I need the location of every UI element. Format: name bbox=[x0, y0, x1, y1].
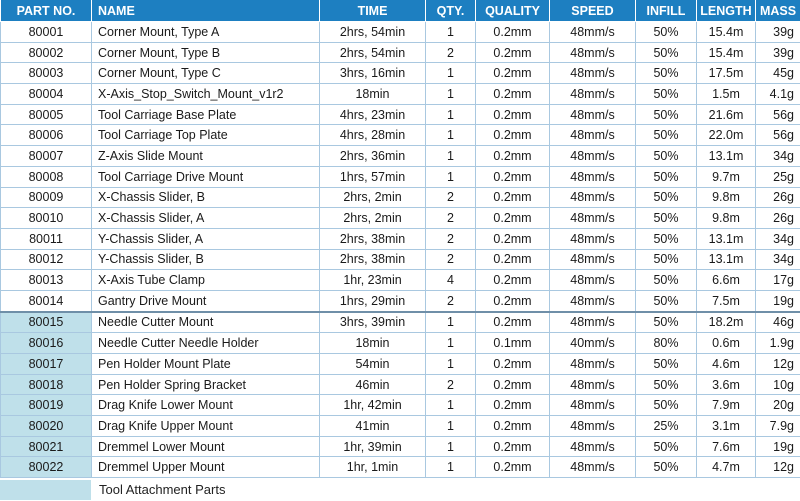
cell-part-no: 80017 bbox=[1, 354, 92, 375]
cell-part-no: 80001 bbox=[1, 22, 92, 43]
cell-length: 3.6m bbox=[697, 374, 756, 395]
cell-speed: 48mm/s bbox=[550, 166, 636, 187]
table-row bbox=[1, 354, 800, 375]
cell-speed: 48mm/s bbox=[550, 374, 636, 395]
cell-mass: 26g bbox=[756, 208, 800, 229]
cell-quality: 0.2mm bbox=[476, 63, 550, 84]
cell-name: Y-Chassis Slider, B bbox=[92, 249, 320, 270]
cell-speed: 48mm/s bbox=[550, 104, 636, 125]
cell-time: 4hrs, 28min bbox=[320, 125, 426, 146]
cell-time: 2hrs, 54min bbox=[320, 22, 426, 43]
cell-qty: 1 bbox=[426, 457, 476, 478]
cell-time: 2hrs, 36min bbox=[320, 146, 426, 167]
table-row bbox=[1, 436, 800, 457]
cell-infill: 50% bbox=[636, 457, 697, 478]
cell-part-no: 80003 bbox=[1, 63, 92, 84]
cell-time: 2hrs, 2min bbox=[320, 208, 426, 229]
cell-name: Corner Mount, Type B bbox=[92, 42, 320, 63]
cell-infill: 50% bbox=[636, 125, 697, 146]
table-body bbox=[1, 22, 800, 478]
table-row bbox=[1, 84, 800, 105]
cell-quality: 0.2mm bbox=[476, 187, 550, 208]
cell-mass: 56g bbox=[756, 125, 800, 146]
cell-infill: 50% bbox=[636, 374, 697, 395]
cell-infill: 50% bbox=[636, 22, 697, 43]
cell-length: 21.6m bbox=[697, 104, 756, 125]
cell-speed: 48mm/s bbox=[550, 125, 636, 146]
cell-qty: 1 bbox=[426, 354, 476, 375]
header-name: NAME bbox=[92, 0, 320, 22]
cell-speed: 48mm/s bbox=[550, 22, 636, 43]
legend-label: Tool Attachment Parts bbox=[99, 482, 226, 497]
cell-time: 4hrs, 23min bbox=[320, 104, 426, 125]
cell-mass: 34g bbox=[756, 249, 800, 270]
cell-part-no: 80020 bbox=[1, 416, 92, 437]
cell-name: Tool Carriage Top Plate bbox=[92, 125, 320, 146]
cell-name: Tool Carriage Drive Mount bbox=[92, 166, 320, 187]
header-quality: QUALITY bbox=[476, 0, 550, 22]
cell-name: Y-Chassis Slider, A bbox=[92, 228, 320, 249]
cell-mass: 20g bbox=[756, 395, 800, 416]
cell-part-no: 80008 bbox=[1, 166, 92, 187]
cell-speed: 48mm/s bbox=[550, 270, 636, 291]
table-row bbox=[1, 187, 800, 208]
cell-name: Drag Knife Lower Mount bbox=[92, 395, 320, 416]
cell-quality: 0.2mm bbox=[476, 290, 550, 311]
cell-part-no: 80006 bbox=[1, 125, 92, 146]
cell-mass: 12g bbox=[756, 354, 800, 375]
cell-mass: 19g bbox=[756, 290, 800, 311]
cell-mass: 1.9g bbox=[756, 333, 800, 354]
cell-mass: 34g bbox=[756, 228, 800, 249]
cell-name: Dremmel Lower Mount bbox=[92, 436, 320, 457]
cell-length: 6.6m bbox=[697, 270, 756, 291]
cell-infill: 50% bbox=[636, 166, 697, 187]
cell-part-no: 80002 bbox=[1, 42, 92, 63]
cell-part-no: 80013 bbox=[1, 270, 92, 291]
cell-time: 1hr, 39min bbox=[320, 436, 426, 457]
legend-swatch bbox=[0, 480, 91, 500]
cell-length: 15.4m bbox=[697, 22, 756, 43]
cell-infill: 50% bbox=[636, 249, 697, 270]
cell-part-no: 80018 bbox=[1, 374, 92, 395]
cell-length: 13.1m bbox=[697, 146, 756, 167]
cell-length: 0.6m bbox=[697, 333, 756, 354]
cell-name: X-Chassis Slider, A bbox=[92, 208, 320, 229]
cell-length: 13.1m bbox=[697, 228, 756, 249]
cell-qty: 1 bbox=[426, 166, 476, 187]
cell-quality: 0.2mm bbox=[476, 228, 550, 249]
cell-qty: 4 bbox=[426, 270, 476, 291]
cell-speed: 48mm/s bbox=[550, 290, 636, 311]
cell-quality: 0.2mm bbox=[476, 125, 550, 146]
table-row bbox=[1, 333, 800, 354]
cell-length: 9.8m bbox=[697, 208, 756, 229]
cell-time: 2hrs, 54min bbox=[320, 42, 426, 63]
cell-mass: 46g bbox=[756, 312, 800, 333]
cell-infill: 80% bbox=[636, 333, 697, 354]
cell-quality: 0.2mm bbox=[476, 104, 550, 125]
cell-quality: 0.2mm bbox=[476, 166, 550, 187]
cell-qty: 2 bbox=[426, 42, 476, 63]
cell-mass: 25g bbox=[756, 166, 800, 187]
cell-speed: 48mm/s bbox=[550, 187, 636, 208]
cell-length: 7.6m bbox=[697, 436, 756, 457]
cell-time: 1hr, 42min bbox=[320, 395, 426, 416]
cell-name: Pen Holder Mount Plate bbox=[92, 354, 320, 375]
cell-quality: 0.2mm bbox=[476, 22, 550, 43]
cell-mass: 34g bbox=[756, 146, 800, 167]
legend bbox=[0, 477, 800, 501]
cell-infill: 50% bbox=[636, 312, 697, 333]
cell-quality: 0.2mm bbox=[476, 249, 550, 270]
cell-qty: 1 bbox=[426, 104, 476, 125]
cell-quality: 0.2mm bbox=[476, 208, 550, 229]
cell-qty: 2 bbox=[426, 208, 476, 229]
cell-part-no: 80015 bbox=[1, 312, 92, 333]
table-row bbox=[1, 290, 800, 311]
cell-name: Pen Holder Spring Bracket bbox=[92, 374, 320, 395]
cell-mass: 26g bbox=[756, 187, 800, 208]
cell-qty: 2 bbox=[426, 249, 476, 270]
cell-quality: 0.2mm bbox=[476, 416, 550, 437]
header-qty: QTY. bbox=[426, 0, 476, 22]
cell-part-no: 80005 bbox=[1, 104, 92, 125]
cell-quality: 0.2mm bbox=[476, 374, 550, 395]
cell-infill: 50% bbox=[636, 84, 697, 105]
cell-qty: 1 bbox=[426, 84, 476, 105]
cell-time: 2hrs, 2min bbox=[320, 187, 426, 208]
header-time: TIME bbox=[320, 0, 426, 22]
cell-quality: 0.2mm bbox=[476, 312, 550, 333]
cell-mass: 39g bbox=[756, 42, 800, 63]
table-header-row bbox=[1, 0, 800, 22]
header-mass: MASS bbox=[756, 0, 800, 22]
cell-quality: 0.2mm bbox=[476, 146, 550, 167]
cell-speed: 48mm/s bbox=[550, 312, 636, 333]
cell-time: 2hrs, 38min bbox=[320, 249, 426, 270]
cell-time: 1hrs, 57min bbox=[320, 166, 426, 187]
cell-time: 18min bbox=[320, 84, 426, 105]
cell-mass: 39g bbox=[756, 22, 800, 43]
cell-mass: 45g bbox=[756, 63, 800, 84]
cell-qty: 2 bbox=[426, 187, 476, 208]
cell-qty: 2 bbox=[426, 228, 476, 249]
cell-name: X-Chassis Slider, B bbox=[92, 187, 320, 208]
cell-name: Corner Mount, Type A bbox=[92, 22, 320, 43]
cell-name: Drag Knife Upper Mount bbox=[92, 416, 320, 437]
cell-length: 18.2m bbox=[697, 312, 756, 333]
cell-speed: 48mm/s bbox=[550, 208, 636, 229]
cell-speed: 48mm/s bbox=[550, 42, 636, 63]
table-row bbox=[1, 395, 800, 416]
cell-part-no: 80011 bbox=[1, 228, 92, 249]
cell-quality: 0.1mm bbox=[476, 333, 550, 354]
cell-length: 7.5m bbox=[697, 290, 756, 311]
cell-qty: 1 bbox=[426, 333, 476, 354]
cell-part-no: 80004 bbox=[1, 84, 92, 105]
table-row bbox=[1, 104, 800, 125]
cell-infill: 50% bbox=[636, 436, 697, 457]
cell-infill: 50% bbox=[636, 354, 697, 375]
cell-part-no: 80009 bbox=[1, 187, 92, 208]
cell-infill: 25% bbox=[636, 416, 697, 437]
cell-length: 4.7m bbox=[697, 457, 756, 478]
cell-mass: 56g bbox=[756, 104, 800, 125]
cell-name: Dremmel Upper Mount bbox=[92, 457, 320, 478]
cell-infill: 50% bbox=[636, 290, 697, 311]
cell-qty: 1 bbox=[426, 63, 476, 84]
cell-speed: 48mm/s bbox=[550, 436, 636, 457]
cell-infill: 50% bbox=[636, 270, 697, 291]
cell-time: 46min bbox=[320, 374, 426, 395]
cell-length: 22.0m bbox=[697, 125, 756, 146]
cell-name: Corner Mount, Type C bbox=[92, 63, 320, 84]
cell-time: 54min bbox=[320, 354, 426, 375]
cell-speed: 48mm/s bbox=[550, 354, 636, 375]
table-row bbox=[1, 42, 800, 63]
cell-qty: 1 bbox=[426, 436, 476, 457]
cell-infill: 50% bbox=[636, 104, 697, 125]
cell-speed: 48mm/s bbox=[550, 146, 636, 167]
cell-time: 1hr, 1min bbox=[320, 457, 426, 478]
cell-speed: 48mm/s bbox=[550, 249, 636, 270]
cell-quality: 0.2mm bbox=[476, 395, 550, 416]
cell-length: 9.8m bbox=[697, 187, 756, 208]
cell-infill: 50% bbox=[636, 63, 697, 84]
table-row bbox=[1, 416, 800, 437]
cell-mass: 12g bbox=[756, 457, 800, 478]
cell-part-no: 80016 bbox=[1, 333, 92, 354]
cell-name: Gantry Drive Mount bbox=[92, 290, 320, 311]
cell-speed: 48mm/s bbox=[550, 416, 636, 437]
header-speed: SPEED bbox=[550, 0, 636, 22]
cell-length: 17.5m bbox=[697, 63, 756, 84]
table-row bbox=[1, 208, 800, 229]
cell-time: 3hrs, 39min bbox=[320, 312, 426, 333]
cell-length: 7.9m bbox=[697, 395, 756, 416]
cell-name: Needle Cutter Mount bbox=[92, 312, 320, 333]
cell-quality: 0.2mm bbox=[476, 84, 550, 105]
cell-qty: 1 bbox=[426, 22, 476, 43]
cell-part-no: 80010 bbox=[1, 208, 92, 229]
cell-time: 1hrs, 29min bbox=[320, 290, 426, 311]
cell-speed: 40mm/s bbox=[550, 333, 636, 354]
cell-part-no: 80014 bbox=[1, 290, 92, 311]
header-length: LENGTH bbox=[697, 0, 756, 22]
cell-qty: 1 bbox=[426, 312, 476, 333]
cell-time: 3hrs, 16min bbox=[320, 63, 426, 84]
cell-part-no: 80021 bbox=[1, 436, 92, 457]
cell-speed: 48mm/s bbox=[550, 395, 636, 416]
cell-quality: 0.2mm bbox=[476, 436, 550, 457]
table-row bbox=[1, 228, 800, 249]
cell-speed: 48mm/s bbox=[550, 457, 636, 478]
cell-speed: 48mm/s bbox=[550, 84, 636, 105]
table-row bbox=[1, 63, 800, 84]
cell-mass: 10g bbox=[756, 374, 800, 395]
cell-mass: 17g bbox=[756, 270, 800, 291]
table-row bbox=[1, 270, 800, 291]
cell-length: 3.1m bbox=[697, 416, 756, 437]
cell-name: Needle Cutter Needle Holder bbox=[92, 333, 320, 354]
cell-infill: 50% bbox=[636, 187, 697, 208]
cell-length: 9.7m bbox=[697, 166, 756, 187]
cell-qty: 1 bbox=[426, 146, 476, 167]
cell-infill: 50% bbox=[636, 228, 697, 249]
cell-time: 2hrs, 38min bbox=[320, 228, 426, 249]
cell-mass: 4.1g bbox=[756, 84, 800, 105]
cell-qty: 2 bbox=[426, 374, 476, 395]
cell-part-no: 80012 bbox=[1, 249, 92, 270]
table-row bbox=[1, 125, 800, 146]
table-row bbox=[1, 22, 800, 43]
cell-speed: 48mm/s bbox=[550, 63, 636, 84]
cell-qty: 2 bbox=[426, 290, 476, 311]
cell-time: 1hr, 23min bbox=[320, 270, 426, 291]
cell-name: Tool Carriage Base Plate bbox=[92, 104, 320, 125]
cell-length: 1.5m bbox=[697, 84, 756, 105]
table-row bbox=[1, 374, 800, 395]
header-part-no: PART NO. bbox=[1, 0, 92, 22]
cell-quality: 0.2mm bbox=[476, 270, 550, 291]
cell-infill: 50% bbox=[636, 146, 697, 167]
cell-qty: 1 bbox=[426, 416, 476, 437]
cell-quality: 0.2mm bbox=[476, 42, 550, 63]
cell-part-no: 80007 bbox=[1, 146, 92, 167]
table-row bbox=[1, 249, 800, 270]
cell-part-no: 80019 bbox=[1, 395, 92, 416]
cell-qty: 1 bbox=[426, 125, 476, 146]
cell-infill: 50% bbox=[636, 42, 697, 63]
cell-name: X-Axis_Stop_Switch_Mount_v1r2 bbox=[92, 84, 320, 105]
cell-length: 4.6m bbox=[697, 354, 756, 375]
cell-mass: 7.9g bbox=[756, 416, 800, 437]
header-infill: INFILL bbox=[636, 0, 697, 22]
cell-time: 18min bbox=[320, 333, 426, 354]
cell-infill: 50% bbox=[636, 208, 697, 229]
table-row bbox=[1, 146, 800, 167]
cell-name: X-Axis Tube Clamp bbox=[92, 270, 320, 291]
table-row bbox=[1, 312, 800, 333]
cell-quality: 0.2mm bbox=[476, 354, 550, 375]
cell-part-no: 80022 bbox=[1, 457, 92, 478]
cell-speed: 48mm/s bbox=[550, 228, 636, 249]
cell-mass: 19g bbox=[756, 436, 800, 457]
table-row bbox=[1, 166, 800, 187]
cell-quality: 0.2mm bbox=[476, 457, 550, 478]
cell-length: 15.4m bbox=[697, 42, 756, 63]
cell-time: 41min bbox=[320, 416, 426, 437]
table-row bbox=[1, 457, 800, 478]
cell-name: Z-Axis Slide Mount bbox=[92, 146, 320, 167]
cell-infill: 50% bbox=[636, 395, 697, 416]
cell-qty: 1 bbox=[426, 395, 476, 416]
cell-length: 13.1m bbox=[697, 249, 756, 270]
